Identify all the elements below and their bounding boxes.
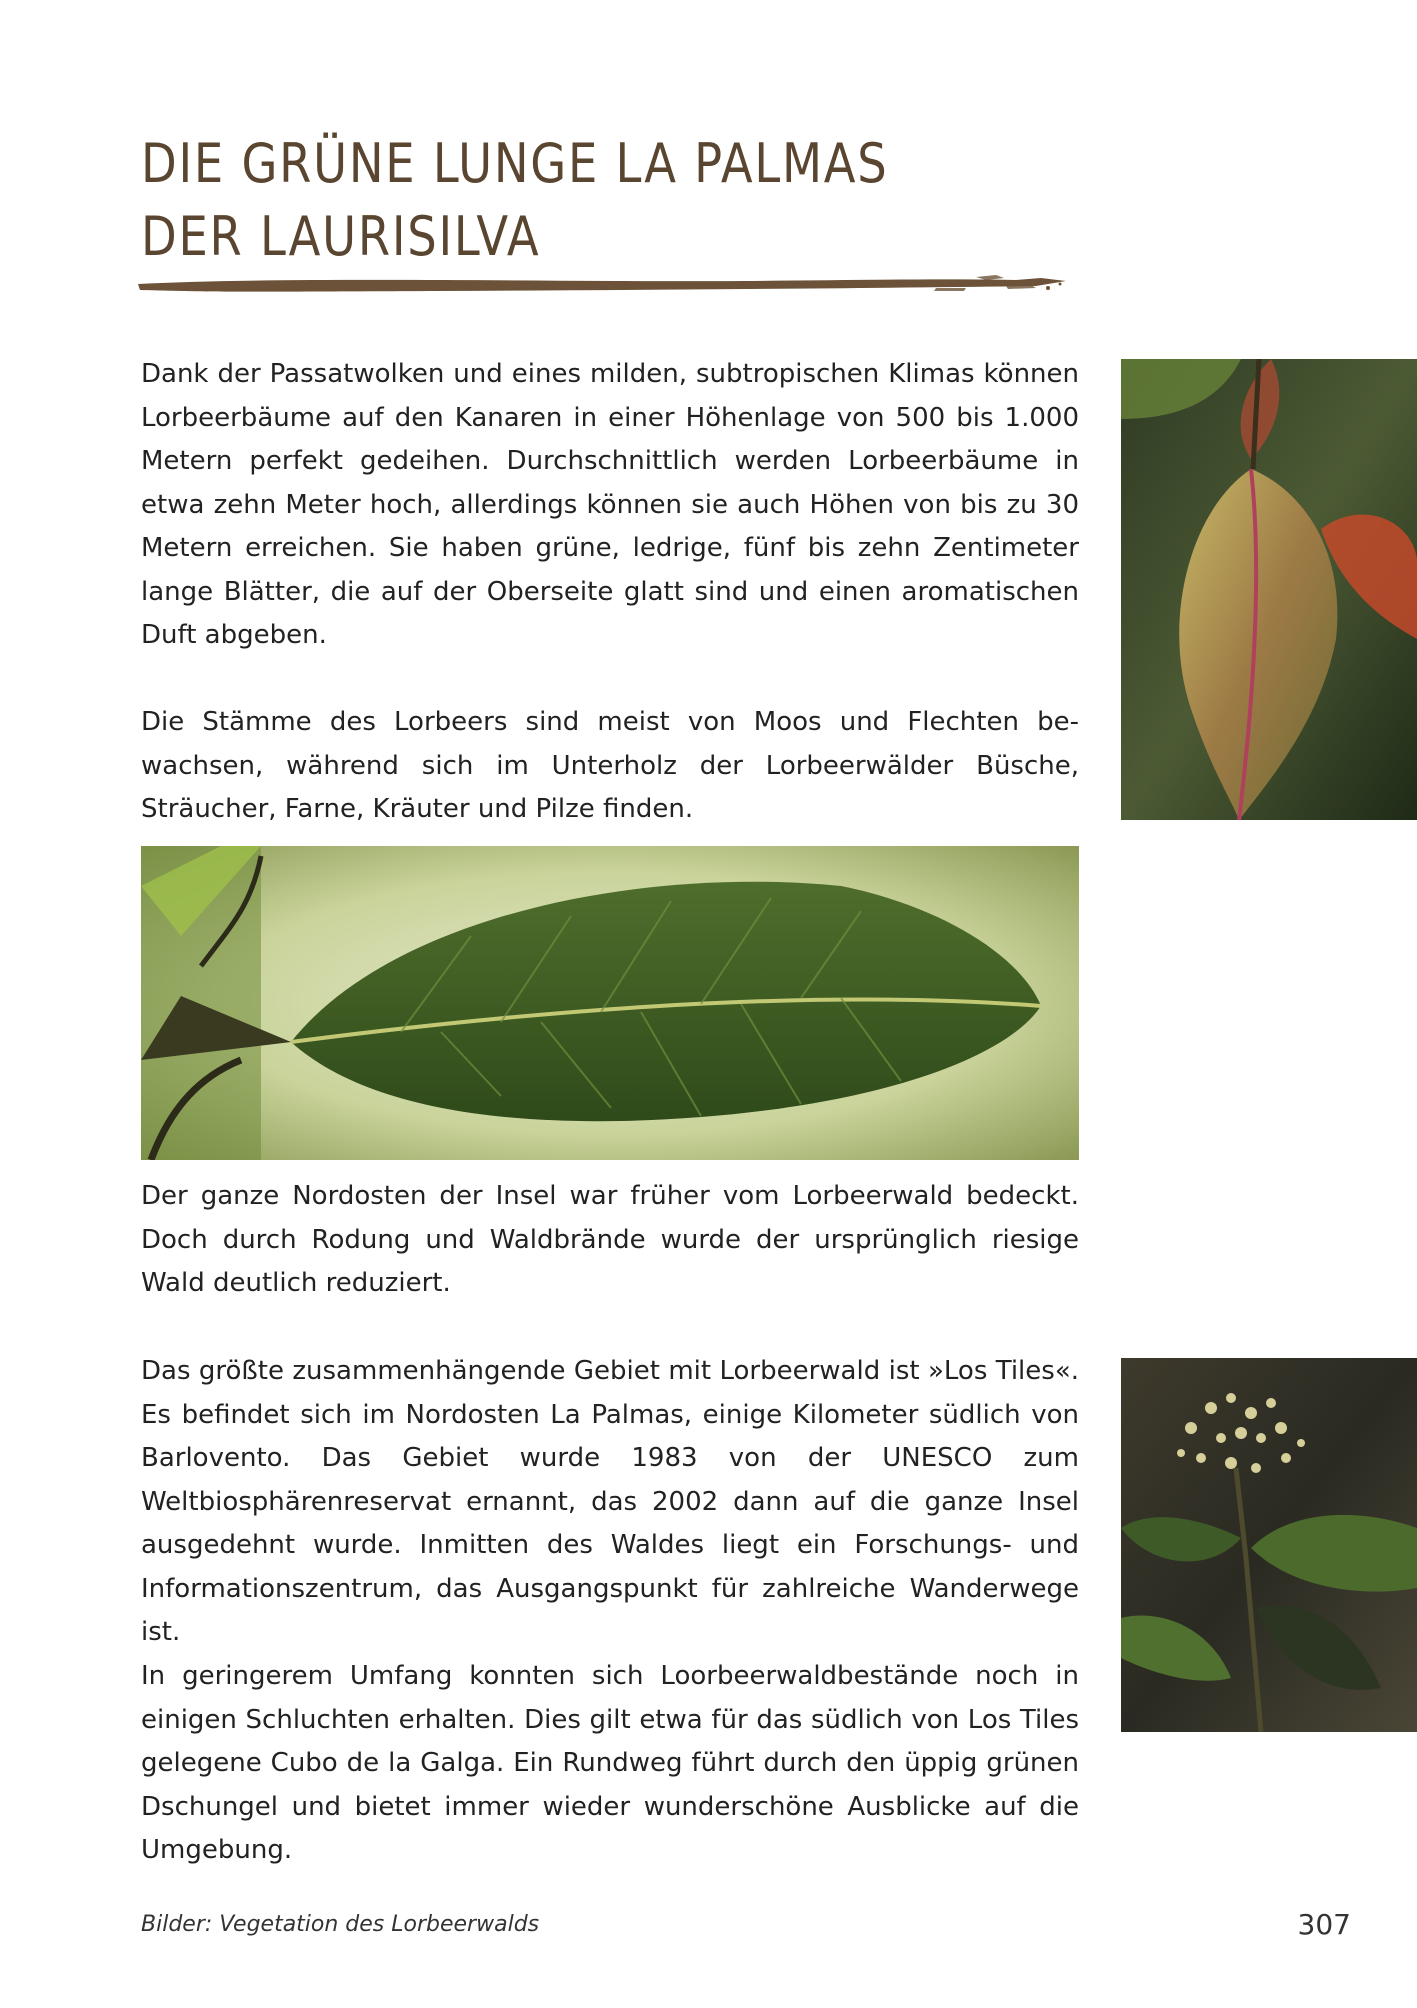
image-caption: Bilder: Vegetation des Lorbeerwalds — [141, 1912, 540, 1937]
paragraph-3: Der ganze Nordosten der Insel war früher vom Lorbeerwald bedeckt. Doch durch Rodung und Waldbrände wurde der ursprünglich riesige Wald deutlich reduziert. — [141, 1181, 1079, 1298]
page-number: 307 — [1297, 1908, 1351, 1941]
paragraph-2: Die Stämme des Lorbeers sind meist von Moos und Flechten bewachsen, während sich im Unterholz der Lorbeerwälder Büsche, Sträucher, Farne, Kräuter und Pilze finden. — [141, 707, 1079, 824]
paragraph-5: In geringerem Umfang konnten sich Loorbeerwaldbestände noch in einigen Schluchten erhalten. Dies gilt etwa für das südlich von Los Tiles gelegene Cubo de la Galga. Ein Rundweg führt durch den üppig grünen Dschungel und bietet immer wieder wunderschöne Ausblicke auf die Umgebung. — [141, 1661, 1079, 1865]
paragraph-4: Das größte zusammenhängende Gebiet mit Lorbeerwald ist »Los Tiles«. Es befindet sich im Nordosten La Palmas, einige Kilometer südlich von Barlovento. Das Gebiet wurde 1983 von der UNESCO zum Weltbiosphärenreservat ernannt, das 2002 dann auf die ganze Insel ausgedehnt wurde. Inmitten des Waldes liegt ein Forschungs- und Informationszentrum, das Ausgangspunkt für zahlreiche Wanderwege ist. — [141, 1356, 1079, 1647]
laurel-flower-cluster-photo — [1121, 1358, 1417, 1732]
page-title-line-1: DIE GRÜNE LUNGE LA PALMAS — [141, 132, 889, 195]
brush-stroke-divider — [136, 272, 1071, 298]
laurel-wide-leaf-photo — [141, 846, 1079, 1160]
laurel-single-leaf-photo — [1121, 359, 1417, 820]
paragraph-1: Dank der Passatwolken und eines milden, subtropischen Klimas können Lorbeerbäume auf den Kanaren in einer Höhenlage von 500 bis 1.000 Metern perfekt gedeihen. Durchschnittlich werden Lorbeerbäume in etwa zehn Meter hoch, allerdings können sie auch Höhen von bis zu 30 Metern erreichen. Sie haben grüne, ledrige, fünf bis zehn Zentimeter lange Blätter, die auf der Oberseite glatt sind und einen aromatischen Duft abgeben. — [141, 359, 1079, 650]
page-title-line-2: DER LAURISILVA — [141, 205, 541, 268]
